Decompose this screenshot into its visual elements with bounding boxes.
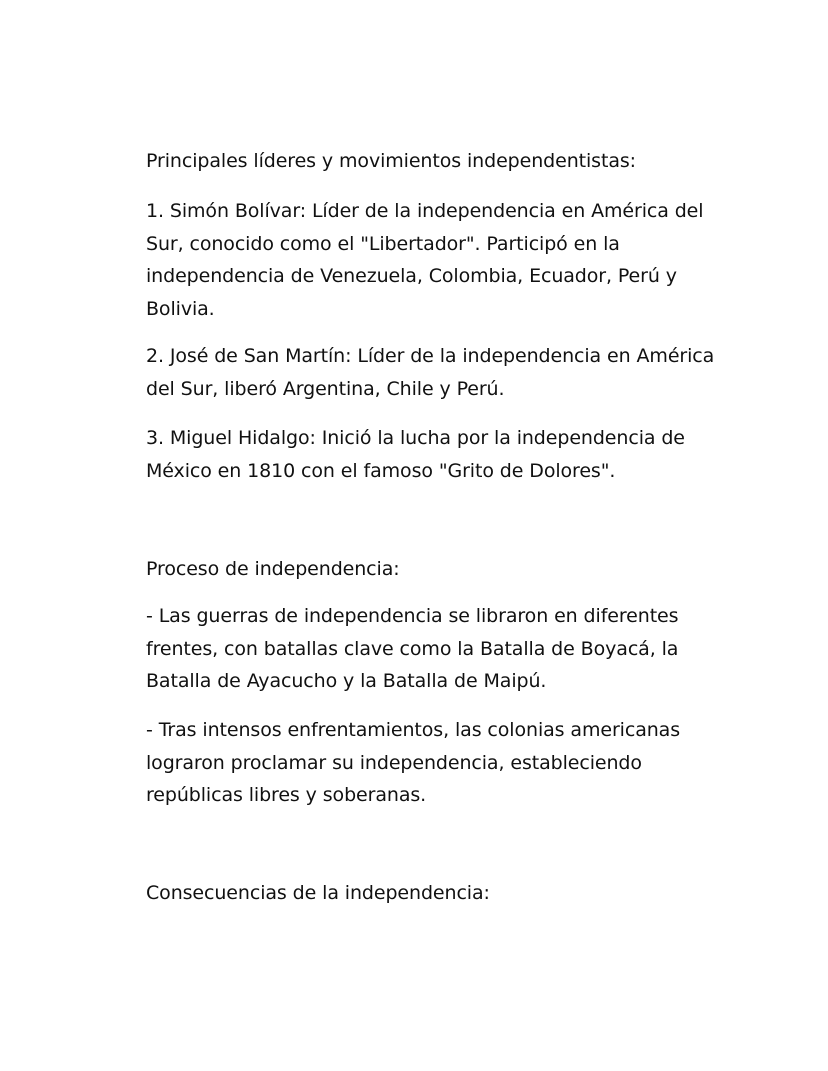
paragraph-san-martin: 2. José de San Martín: Líder de la independencia en América del Sur, liberó Argentina, Chile y Perú. (146, 345, 715, 400)
paragraph-wars: - Las guerras de independencia se libraron en diferentes frentes, con batallas clave como la Batalla de Boyacá, la Batalla de Ayacucho y la Batalla de Maipú. (146, 605, 679, 692)
section-heading-process: Proceso de independencia: (146, 558, 400, 580)
paragraph-hidalgo: 3. Miguel Hidalgo: Inició la lucha por la independencia de México en 1810 con el famoso "Grito de Dolores". (146, 427, 685, 482)
paragraph-proclamation: - Tras intensos enfrentamientos, las colonias americanas lograron proclamar su independencia, estableciendo repúblicas libres y soberanas. (146, 719, 681, 806)
section-heading-leaders: Principales líderes y movimientos independentistas: (146, 150, 636, 172)
paragraph-bolivar: 1. Simón Bolívar: Líder de la independencia en América del Sur, conocido como el "Libertador". Participó en la independencia de Venezuela, Colombia, Ecuador, Perú y Bolivia. (146, 200, 704, 320)
section-heading-consequences: Consecuencias de la independencia: (146, 882, 490, 904)
